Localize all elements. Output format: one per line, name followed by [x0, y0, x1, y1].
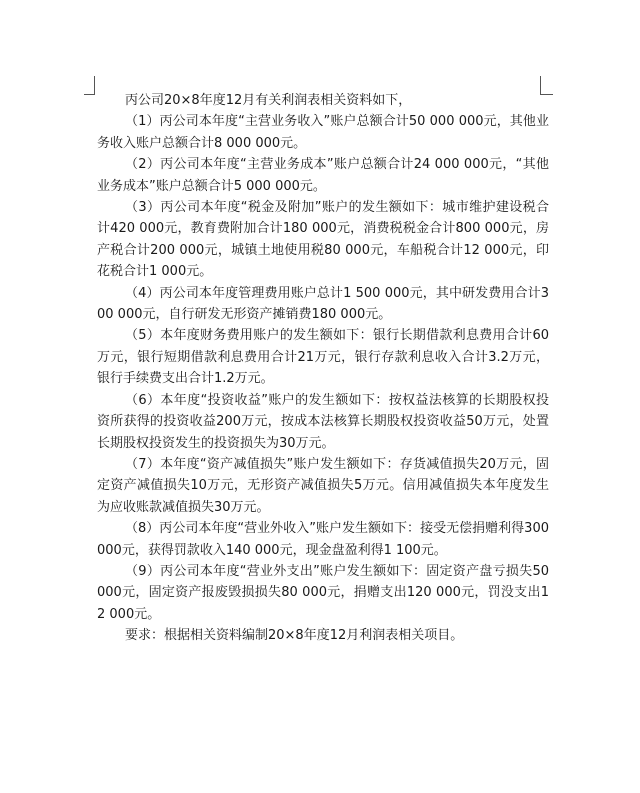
item-6-paragraph: （6）本年度“投资收益”账户的发生额如下：按权益法核算的长期股权投资所获得的投资收益200万元，按成本法核算长期股权投资收益50万元，处置长期股权投资发生的投资损失为30万元。 [97, 392, 549, 451]
item-2-paragraph: （2）丙公司本年度“主营业务成本”账户总额合计24 000 000元，“其他业务成本”账户总额合计5 000 000元。 [97, 157, 549, 194]
item-4-paragraph: （4）丙公司本年度管理费用账户总计1 500 000元，其中研发费用合计300 000元，自行研发无形资产摊销费180 000元。 [97, 285, 549, 323]
requirement-paragraph: 要求：根据相关资料编制20×8年度12月利润表相关项目。 [125, 628, 464, 644]
intro-paragraph: 丙公司20×8年度12月有关利润表相关资料如下， [125, 93, 412, 108]
document-body [97, 90, 549, 647]
item-9-paragraph: （9）丙公司本年度“营业外支出”账户发生额如下：固定资产盘亏损失50 000元，固定资产报废毁损损失80 000元，捐赠支出120 000元，罚没支出12 000元。 [97, 563, 549, 622]
item-8-paragraph: （8）丙公司本年度“营业外收入”账户发生额如下：接受无偿捐赠利得300000元，获得罚款收入140 000元，现金盘盈利得1 100元。 [97, 521, 549, 558]
crop-mark-top-left [84, 76, 95, 95]
item-3-paragraph: （3）丙公司本年度“税金及附加”账户的发生额如下：城市维护建设税合计420 000元，教育费附加合计180 000元，消费税税金合计800 000元，房产税合计200 000元，城镇土地使用税80 000元，车船税合计12 000元，印花税合计1 000元。 [97, 200, 549, 280]
item-1-paragraph: （1）丙公司本年度“主营业务收入”账户总额合计50 000 000元，其他业务收入账户总额合计8 000 000元。 [97, 114, 549, 151]
item-7-paragraph: （7）本年度“资产减值损失”账户发生额如下：存货减值损失20万元，固定资产减值损失10万元，无形资产减值损失5万元。信用减值损失本年度发生为应收账款减值损失30万元。 [97, 456, 549, 515]
item-5-paragraph: （5）本年度财务费用账户的发生额如下：银行长期借款利息费用合计60万元，银行短期借款利息费用合计21万元，银行存款利息收入合计3.2万元，银行手续费支出合计1.2万元。 [97, 328, 549, 387]
